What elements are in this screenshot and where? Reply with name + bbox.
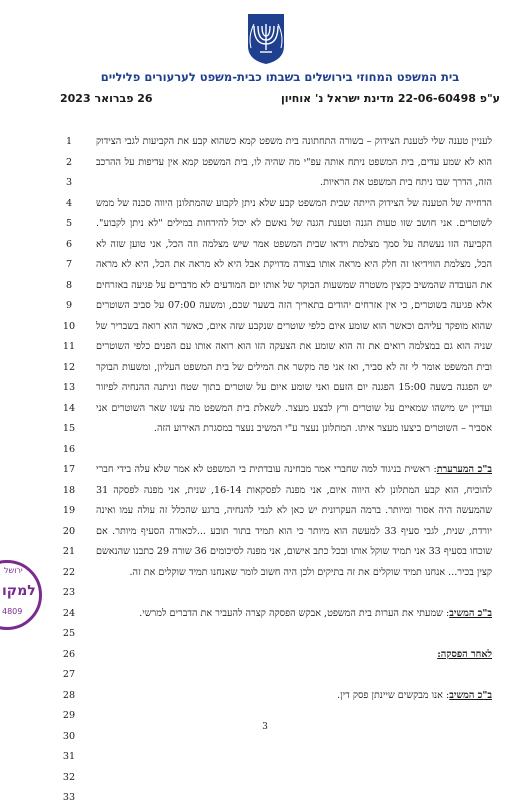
line-number: 5: [65, 218, 73, 229]
paragraph-2: הדחייה של הטענה של הצידוק הייתה שבית המשפט קבע שלא ניתן לקבוע שהמתלונן היווה סכנה של ממש לשוטרים. אני חושב שזו טעות הגנה וטענת הגנה של נאשם לא יכול להידחות במילים "לא ניתן לקבוע". הקביעה הזו נעשתה על סמך מצלמת וידאו שבית המשפט אמר שיש מצלמה וזה הכל, אני טוען שזה לא הכל, מצלמת הווידיאו זה חלק היא מראה אותו בצורה מדויקת אבל היא לא מראה את הכל, היא לא מראה את העובדה שהמשיב כקצין משטרה שמשעות הבוקר של אותו יום המודעים לא מדברים על פגיעה באזרחים אלא פגיעה בשוטרים, כי אין אזרחים יהודים בתאריך הזה בשער שכם, ומשעה 07:00 על סביב השוטרים שהוא מופקד עליהם וכאשר הוא שומע איום כלפי שוטרים שנקבע שזה איום, כאשר הוא רואה בשבריר של שניה הוא גם במצלמה רואים את זה הוא שומע את הצעקה הזו הוא רואה אותו עם הפנים כלפי השוטרים ובית המשפט אומר לי זה לא סביר, ואז אני פה מקשר את המילים של בית המשפט העליון, ומשעות הבוקר יש הפגנה בשעה 15:00 הפגנה יום הזעם ואני שומע איום על שוטרים בתוך שטח וניתנה ההנחיה לפיזור ועדיין יש מישהו שמאיים על שוטרים ורץ לבצע מעצר. לשאלת בית המשפט מה עשו שאר השוטרים אני אסביר – השוטרים ביצעו מעצר איתו. המתלונן נעצר ע"י המשיב נעצר במסגרת האירוע הזה.: [96, 197, 493, 434]
line-number: 8: [65, 279, 73, 291]
line-number: 31: [62, 751, 76, 762]
line-number: 26: [62, 648, 76, 660]
line-number: 29: [62, 710, 76, 721]
line-number: 9: [65, 300, 73, 311]
paragraph-3-text: : ראשית בניגוד למה שחברי אמר מבחינה עובדתית בי המשפט לא אמר שלא עלה בידי חברי להוכיח, הוא קבע המתלונן לא היווה איום, אני מפנה לפסקאות 16-14, שנית, אני מפנה לפסקה 31 שהמעשה היה אסור ומיותר. ברמה העקרונית יש כאן לא לגבי להנחיה, ברגע שהכלל זה עולה עמו ואינה יורדת, שנית, לגבי סעיף 33 למעשה הוא מיותר כי הוא תמיד בתור תובע ...לכאורה הסעיף מיותר. אם שוכחו בסעיף 33 אני תמיד שוקל אותו ובכל כתב אישום, אני מפנה לסיכומים 36 שורה 29 כתבנו שהנאשם קצין בכיר... אנחנו תמיד שוקלים את זה בתיקים ולכן היה חשוב לומר שאנחנו תמיד שוקלים את זה.: [96, 464, 492, 578]
line-number: 12: [62, 361, 76, 373]
line-number: 27: [62, 669, 76, 680]
paragraph-4-text: : שמעתי את הערות בית המשפט, אבקש הפסקה קצרה להעביר את הדברים למרשי.: [139, 607, 450, 619]
line-number: 4: [65, 197, 73, 209]
line-number: 16: [62, 443, 76, 455]
stamp-text: למקו: [2, 583, 36, 599]
stamp-top-text: ירושל: [4, 566, 23, 575]
stamp-digits: 4809: [2, 607, 23, 616]
line-number: 32: [62, 771, 76, 783]
line-number: 14: [62, 402, 76, 414]
court-name: בית המשפט המחוזי בירושלים בשבתו כבית-משפט לערעורים פליליים: [100, 70, 460, 84]
line-number: 3: [65, 177, 73, 188]
line-number: 23: [62, 587, 76, 598]
line-number: 1: [65, 136, 73, 147]
line-number: 6: [65, 238, 73, 250]
transcript-body: [96, 132, 492, 706]
hearing-date: 26 פברואר 2023: [60, 92, 153, 105]
page-number: 3: [262, 722, 268, 732]
paragraph-3: [96, 460, 492, 583]
line-number: 21: [62, 546, 76, 557]
speaker-respondent: ב"כ המשיב: [449, 607, 492, 619]
speaker-respondent-2: ב"כ המשיב: [449, 689, 492, 701]
state-emblem-icon: [244, 10, 288, 66]
line-number: 28: [62, 689, 76, 701]
after-break-heading: לאחר הפסקה:: [437, 648, 492, 660]
line-number: 24: [62, 607, 76, 619]
line-number: 33: [62, 792, 76, 803]
case-number: ע"פ 22-06-60498 מדינת ישראל נ' אוחיון: [281, 92, 500, 105]
line-number: 22: [62, 566, 76, 578]
line-number: 30: [62, 730, 76, 742]
line-number: 7: [65, 259, 73, 270]
line-number: 2: [65, 156, 73, 168]
speaker-appellant: ב"כ המערערת: [436, 464, 492, 475]
line-number: 15: [62, 423, 76, 434]
line-number: 25: [62, 628, 76, 639]
line-numbers: [58, 132, 80, 809]
case-meta: [60, 92, 500, 110]
line-number: 10: [62, 320, 76, 332]
paragraph-4: [96, 604, 492, 625]
line-number: 17: [62, 464, 76, 475]
line-number: 20: [62, 525, 76, 537]
line-number: 18: [62, 484, 76, 496]
line-number: 11: [62, 341, 76, 352]
paragraph-1: לעניין טענה שלי לטענת הצידוק – בשורה התחתונה בית משפט קמא כשהוא קבע את הקביעות לגבי הצידוק הוא לא שמע עדים, בית המשפט ניתח אותה עפ"י מה שהיה לו, בית המשפט קמא אין עדיפות על ההרכב הזה, הדרך שבו ניתח בית המשפט את הראיות.: [96, 136, 492, 188]
paragraph-5-text: : אנו מבקשים שיינתן פסק דין.: [337, 689, 450, 701]
line-number: 13: [62, 382, 76, 393]
line-number: 19: [62, 505, 76, 516]
paragraph-5: [96, 686, 492, 707]
